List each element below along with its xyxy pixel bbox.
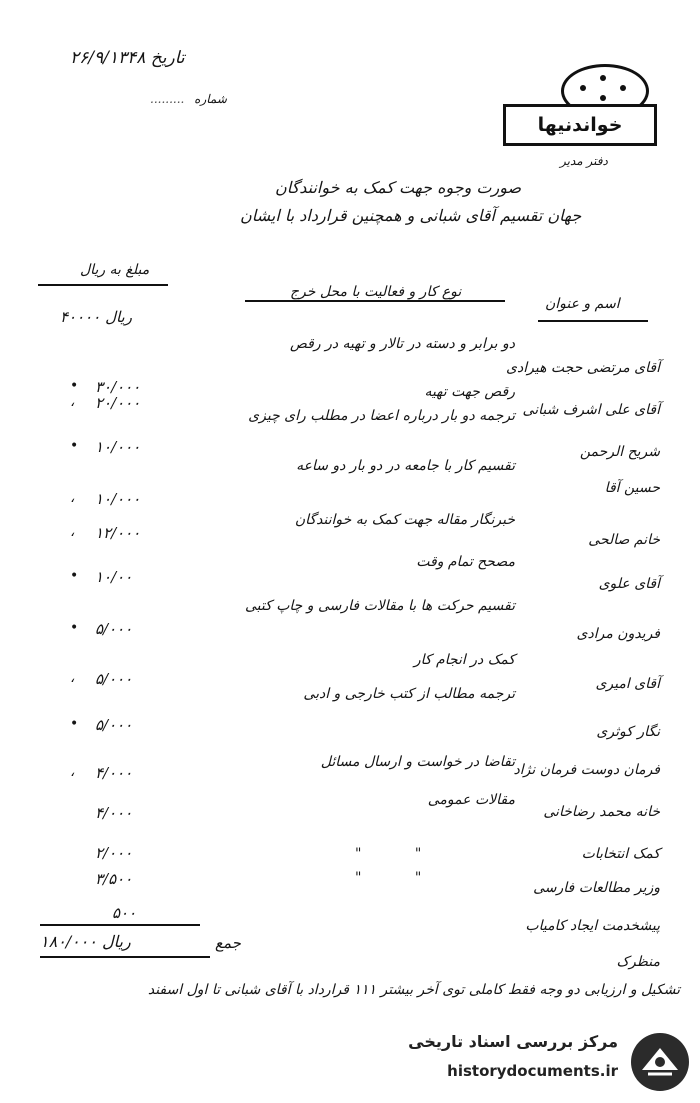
ditto-mark: " " — [355, 846, 422, 862]
row-mark: ، — [70, 490, 75, 506]
row-mark: • — [70, 568, 79, 584]
archive-name: مرکز بررسی اسناد تاریخی — [408, 1032, 618, 1051]
total-amount: ۱۸۰/۰۰۰ ریال — [40, 932, 131, 951]
office-label: دفتر مدیر — [560, 154, 608, 168]
archive-emblem-icon — [628, 1030, 692, 1094]
row-description: کمک در انجام کار — [413, 652, 515, 668]
row-mark: • — [70, 716, 79, 732]
row-name: کمک انتخابات — [581, 846, 660, 862]
row-name: نگار کوثری — [596, 724, 660, 740]
table-row — [0, 308, 700, 376]
row-description: رقص جهت تهیه — [424, 384, 515, 400]
row-name: پیشخدمت ایجاد کامیاب — [525, 918, 660, 934]
row-amount: ۲/۰۰۰ — [95, 844, 133, 862]
row-name: آقای علوی — [598, 576, 660, 592]
logo — [503, 64, 653, 146]
row-mark: • — [70, 378, 79, 394]
row-name: آقای مرتضی حجت هیرادی — [506, 360, 660, 376]
row-name: آقای امیری — [595, 676, 660, 692]
row-name: خانم صالحی — [588, 532, 660, 548]
row-description: ترجمه دو بار درباره اعضا در مطلب رای چیزی — [248, 408, 515, 424]
date-line — [70, 48, 185, 68]
row-description: خبرنگار مقاله جهت کمک به خوانندگان — [294, 512, 515, 528]
row-description: ترجمه مطالب از کتب خارجی و ادبی — [303, 686, 515, 702]
row-description: تقاضا در خواست و ارسال مسائل — [320, 754, 515, 770]
row-name: شریح الرحمن — [579, 444, 660, 460]
row-name: فریدون مرادی — [576, 626, 660, 642]
row-name: فرمان دوست فرمان نژاد — [513, 762, 660, 778]
row-mark: ، — [70, 524, 75, 540]
ditto-mark: " " — [355, 870, 422, 886]
archive-watermark — [408, 1028, 692, 1098]
row-name: منظرک — [616, 954, 660, 970]
sum-line — [40, 924, 200, 926]
row-description: دو برابر و دسته در تالار و تهیه در رقص — [290, 336, 515, 352]
row-amount: ۵۰۰ — [112, 904, 137, 922]
row-amount: ۱۰/۰۰ — [95, 568, 133, 586]
row-amount: ۱۰/۰۰۰ — [95, 490, 141, 508]
row-name: خانه محمد رضاخانی — [543, 804, 660, 820]
document-title: صورت وجوه جهت کمک به خوانندگان — [275, 178, 522, 197]
row-mark: • — [70, 620, 79, 636]
row-amount: ۱۰/۰۰۰ — [95, 438, 141, 456]
row-amount: ۴/۰۰۰ — [95, 804, 133, 822]
row-description: مقالات عمومی — [427, 792, 515, 808]
row-amount: ۵/۰۰۰ — [95, 716, 133, 734]
row-amount: ۵/۰۰۰ — [95, 670, 133, 688]
total-underline — [40, 956, 210, 958]
document-subtitle: جهان تقسیم آقای شبانی و همچنین قرارداد با ایشان — [240, 206, 582, 225]
total-label: جمع — [215, 934, 241, 952]
row-description: تقسیم کار با جامعه در دو بار دو ساعه — [296, 458, 515, 474]
row-amount: ۴/۰۰۰ — [95, 764, 133, 782]
date-label: تاریخ — [150, 48, 185, 68]
row-mark: ، — [70, 764, 75, 780]
row-amount: ۵/۰۰۰ — [95, 620, 133, 638]
column-name-header: اسم و عنوان — [545, 296, 620, 312]
row-mark: ، — [70, 394, 75, 410]
header-underline — [538, 320, 648, 322]
row-name: وزیر مطالعات فارسی — [533, 880, 660, 896]
column-description-header: نوع کار و فعالیت با محل خرج — [290, 284, 462, 300]
number-value: ......... — [150, 92, 185, 106]
date-value: ۲۶/۹/۱۳۴۸ — [70, 48, 146, 68]
row-amount: ۱۲/۰۰۰ — [95, 524, 141, 542]
row-description: تقسیم حرکت ها با مقالات فارسی و چاپ کتبی — [245, 598, 515, 614]
row-name: آقای علی اشرف شبانی — [522, 402, 660, 418]
row-mark: ، — [70, 670, 75, 686]
footer-note: تشکیل و ارزیابی دو وجه فقط کاملی توی آخر بیشتر ۱۱۱ قرارداد با آقای شبانی تا اول اسفند — [147, 982, 680, 998]
archive-site: historydocuments.ir — [447, 1062, 618, 1080]
row-amount: ۳۰/۰۰۰ — [95, 378, 141, 396]
logo-text: خواندنیها — [503, 104, 657, 146]
row-amount: ۲۰/۰۰۰ — [95, 394, 141, 412]
number-label: شماره — [194, 92, 227, 106]
number-line — [150, 92, 227, 106]
header-underline — [38, 284, 168, 286]
row-description: مصحح تمام وقت — [416, 554, 515, 570]
row-mark: • — [70, 438, 79, 454]
row-amount: ۳/۵۰۰ — [95, 870, 133, 888]
row-amount: ۴۰۰۰۰ ریال — [60, 308, 132, 326]
row-name: حسین آقا — [604, 480, 660, 496]
column-amount-header: مبلغ به ریال — [80, 262, 150, 278]
header-underline — [245, 300, 505, 302]
